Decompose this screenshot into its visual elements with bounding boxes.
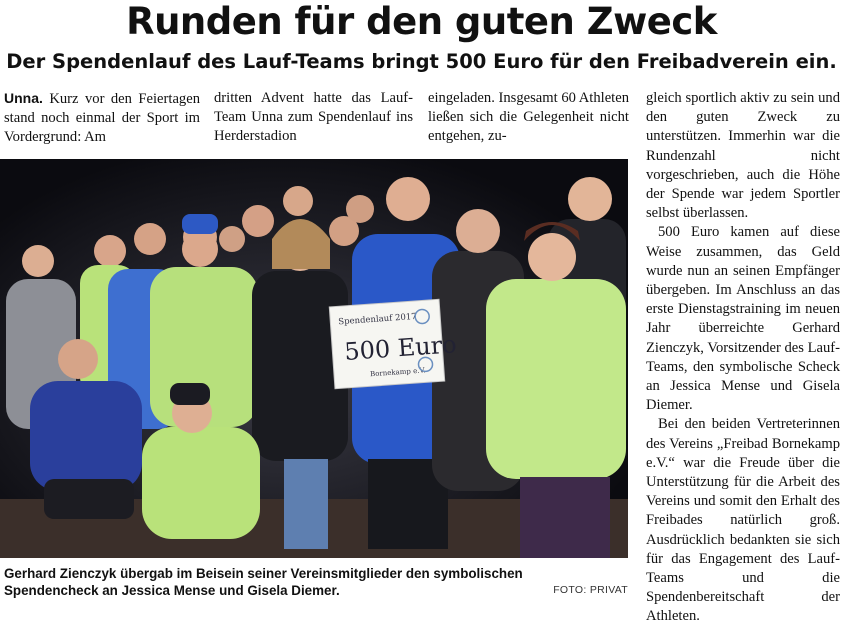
donation-check	[329, 299, 458, 388]
article-paragraph-3: Bei den beiden Vertreterinnen des Vereins „Freibad Bornekamp e.V.“ war die Freude über die Unterstützung für die Arbeit des Vereins und somit den Erhalt des Freibades natürlich groß. Ausdrücklich bedankten sie sich für das Engagement des Lauf-Teams und die Spendenbereitschaft der Athleten.	[646, 416, 840, 625]
article-column-3	[428, 89, 629, 147]
photo-caption: Gerhard Zienczyk übergab im Beisein seiner Vereinsmitglieder den symbolischen Spendencheck an Jessica Mense und Gisela Diemer.	[4, 566, 523, 598]
check-event-label: Spendenlauf 2017	[338, 311, 417, 328]
check-amount: 500 Euro	[343, 330, 458, 366]
dateline-place: Unna.	[4, 90, 43, 106]
article-text-2: dritten Advent hatte das Lauf-Team Unna zum Spendenlauf ins Herderstadion	[214, 90, 413, 145]
article-column-2	[214, 89, 413, 147]
photo-credit: FOTO: PRIVAT	[553, 584, 628, 596]
article-text-1: Kurz vor den Feiertagen stand noch einmal der Sport im Vordergrund: Am	[4, 91, 200, 146]
photo-illustration	[0, 159, 628, 558]
subheadline: Der Spendenlauf des Lauf-Teams bringt 500 Euro für den Freibadverein ein.	[6, 50, 837, 73]
article-column-4	[646, 89, 840, 627]
group-photo	[0, 159, 628, 558]
article-column-1	[4, 89, 200, 148]
headline: Runden für den guten Zweck	[126, 0, 717, 43]
article-paragraph-2: 500 Euro kamen auf diese Weise zusammen, das Geld wurde nun an seinen Empfänger übergeben. Im Anschluss an das erste Dienstagstraining im neuen Jahr überreichte Gerhard Zienczyk, Vorsitzender des Lauf-Teams, den symbolische Scheck an Jessica Mense und Gisela Diemer.	[646, 224, 840, 414]
article-text-3: eingeladen. Insgesamt 60 Athleten ließen sich die Gelegenheit nicht entgehen, zu-	[428, 90, 630, 145]
article-paragraph-1: gleich sportlich aktiv zu sein und den guten Zweck zu unterstützen. Immerhin war die Rundenzahl nicht vorgeschrieben, auch die Höhe der Spende war jedem Sportler selbst überlassen.	[646, 90, 840, 222]
check-recipient: Bornekamp e.V.	[369, 366, 426, 379]
